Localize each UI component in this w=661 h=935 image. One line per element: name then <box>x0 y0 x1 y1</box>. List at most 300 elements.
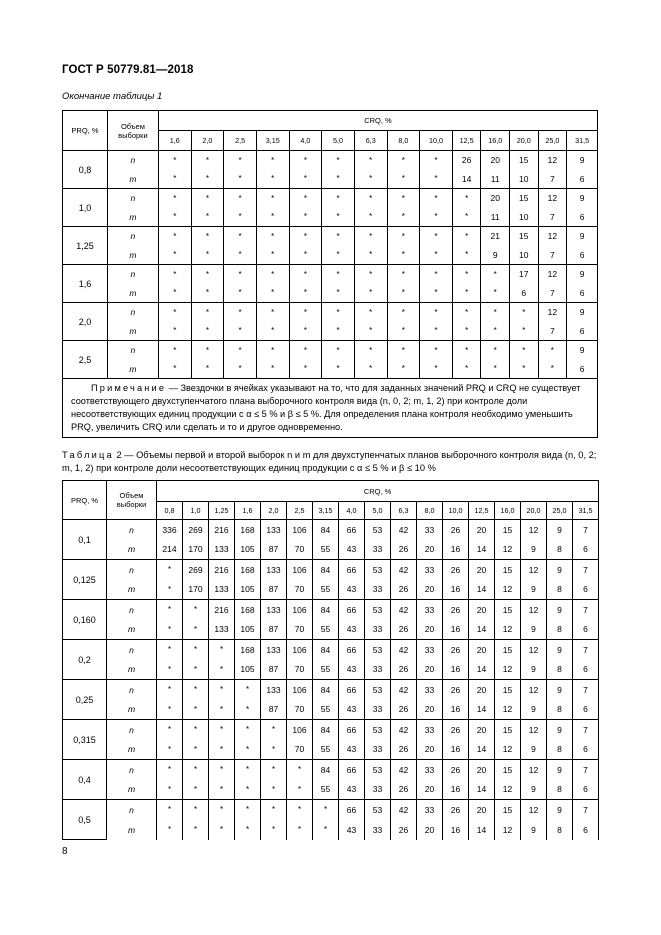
cell-m: 7 <box>538 284 567 303</box>
table1-note <box>63 379 598 438</box>
table-row <box>63 740 599 760</box>
sample-label-n: n <box>107 265 158 284</box>
cell-n: 168 <box>235 600 261 620</box>
cell-n: 20 <box>469 520 495 540</box>
cell-m: 33 <box>365 580 391 600</box>
cell-n: 66 <box>339 680 365 700</box>
cell-n: 12 <box>521 680 547 700</box>
cell-m: * <box>420 284 453 303</box>
cell-m: 87 <box>261 620 287 640</box>
cell-m: 133 <box>209 540 235 560</box>
sample-label-m: m <box>107 660 157 680</box>
cell-m: * <box>289 170 322 189</box>
cell-m: 105 <box>235 620 261 640</box>
cell-m: 20 <box>417 540 443 560</box>
cell-m: 20 <box>417 780 443 800</box>
cell-m: 20 <box>417 700 443 720</box>
cell-m: 9 <box>521 740 547 760</box>
cell-m: 70 <box>287 620 313 640</box>
cell-n: 9 <box>567 227 598 246</box>
cell-n: 15 <box>510 227 539 246</box>
cell-m: 105 <box>235 580 261 600</box>
cell-n: 33 <box>417 720 443 740</box>
cell-m: 105 <box>235 540 261 560</box>
cell-m: * <box>183 820 209 840</box>
cell-n: 26 <box>443 600 469 620</box>
cell-m: * <box>256 284 289 303</box>
crq-column-header: 4,0 <box>289 131 322 151</box>
table-row <box>63 660 599 680</box>
cell-n: 15 <box>495 560 521 580</box>
cell-m: * <box>452 284 481 303</box>
cell-n: * <box>209 760 235 780</box>
cell-n: 133 <box>261 520 287 540</box>
cell-m: * <box>158 208 191 227</box>
cell-n: * <box>191 303 224 322</box>
cell-n: 106 <box>287 560 313 580</box>
cell-n: * <box>191 265 224 284</box>
cell-n: 84 <box>313 720 339 740</box>
cell-n: 336 <box>157 520 183 540</box>
cell-n: 84 <box>313 680 339 700</box>
table-row <box>63 620 599 640</box>
cell-n: 26 <box>452 151 481 170</box>
cell-m: * <box>420 322 453 341</box>
cell-n: * <box>183 760 209 780</box>
cell-n: 12 <box>538 227 567 246</box>
cell-n: 9 <box>547 720 573 740</box>
cell-n: 12 <box>521 600 547 620</box>
cell-m: * <box>481 284 510 303</box>
cell-n: 9 <box>567 189 598 208</box>
crq-column-header: 2,5 <box>287 502 313 520</box>
cell-m: * <box>481 360 510 379</box>
cell-m: * <box>481 322 510 341</box>
cell-m: 12 <box>495 660 521 680</box>
cell-n: 17 <box>510 265 539 284</box>
table2-header-sample-size: Объем выборки <box>107 481 157 520</box>
cell-n: 66 <box>339 600 365 620</box>
cell-n: 20 <box>469 800 495 820</box>
cell-m: 12 <box>495 540 521 560</box>
table-row <box>63 303 598 322</box>
cell-n: * <box>183 720 209 740</box>
cell-n: * <box>157 720 183 740</box>
cell-m: 133 <box>209 580 235 600</box>
cell-m: 7 <box>538 208 567 227</box>
cell-n: 66 <box>339 800 365 820</box>
cell-m: * <box>452 360 481 379</box>
cell-m: 6 <box>573 820 599 840</box>
cell-n: * <box>420 151 453 170</box>
cell-n: 66 <box>339 520 365 540</box>
crq-column-header: 16,0 <box>495 502 521 520</box>
cell-n: * <box>313 800 339 820</box>
sample-label-n: n <box>107 720 157 740</box>
cell-n: * <box>183 680 209 700</box>
cell-n: * <box>387 227 420 246</box>
cell-n: 9 <box>547 760 573 780</box>
cell-n: * <box>224 151 257 170</box>
cell-n: * <box>452 227 481 246</box>
table-row <box>63 322 598 341</box>
cell-n: 9 <box>547 680 573 700</box>
cell-m: 43 <box>339 620 365 640</box>
cell-n: 133 <box>261 680 287 700</box>
cell-m: * <box>235 740 261 760</box>
cell-m: * <box>261 820 287 840</box>
cell-m: * <box>256 208 289 227</box>
cell-n: * <box>387 189 420 208</box>
crq-column-header: 20,0 <box>510 131 539 151</box>
cell-m: * <box>157 700 183 720</box>
cell-m: * <box>354 360 387 379</box>
cell-n: 84 <box>313 640 339 660</box>
table-row <box>63 520 599 540</box>
crq-column-header: 8,0 <box>417 502 443 520</box>
cell-m: 9 <box>521 820 547 840</box>
cell-n: * <box>289 227 322 246</box>
table1 <box>62 110 598 438</box>
cell-m: 16 <box>443 620 469 640</box>
cell-m: 6 <box>567 284 598 303</box>
sample-label-m: m <box>107 820 157 840</box>
cell-n: 84 <box>313 520 339 540</box>
cell-n: * <box>158 227 191 246</box>
cell-n: * <box>481 341 510 360</box>
cell-n: * <box>157 760 183 780</box>
cell-m: 26 <box>391 580 417 600</box>
cell-m: 6 <box>573 740 599 760</box>
cell-m: 70 <box>287 540 313 560</box>
cell-n: 33 <box>417 520 443 540</box>
prq-value: 0,2 <box>63 640 107 680</box>
cell-m: 16 <box>443 660 469 680</box>
cell-m: 43 <box>339 580 365 600</box>
cell-n: 53 <box>365 720 391 740</box>
table-row <box>63 680 599 700</box>
cell-n: 53 <box>365 760 391 780</box>
prq-value: 1,0 <box>63 189 108 227</box>
cell-m: 14 <box>469 540 495 560</box>
cell-m: * <box>322 322 355 341</box>
table-row <box>63 227 598 246</box>
cell-n: * <box>420 341 453 360</box>
cell-m: * <box>157 580 183 600</box>
cell-m: 14 <box>469 780 495 800</box>
cell-n: * <box>289 341 322 360</box>
crq-column-header: 31,5 <box>567 131 598 151</box>
cell-m: * <box>322 208 355 227</box>
prq-value: 1,6 <box>63 265 108 303</box>
cell-m: 43 <box>339 700 365 720</box>
cell-n: 15 <box>495 800 521 820</box>
cell-n: 12 <box>538 265 567 284</box>
cell-n: 15 <box>510 151 539 170</box>
prq-value: 0,125 <box>63 560 107 600</box>
cell-n: 53 <box>365 800 391 820</box>
cell-m: * <box>538 360 567 379</box>
cell-n: * <box>289 151 322 170</box>
sample-label-m: m <box>107 360 158 379</box>
cell-n: * <box>209 800 235 820</box>
cell-m: 133 <box>209 620 235 640</box>
cell-m: * <box>183 780 209 800</box>
cell-m: 12 <box>495 620 521 640</box>
cell-m: * <box>322 284 355 303</box>
cell-m: 70 <box>287 660 313 680</box>
cell-m: * <box>158 170 191 189</box>
cell-m: 16 <box>443 820 469 840</box>
table-row <box>63 560 599 580</box>
cell-m: * <box>354 246 387 265</box>
cell-m: * <box>510 322 539 341</box>
cell-m: * <box>158 246 191 265</box>
cell-m: 16 <box>443 580 469 600</box>
cell-m: * <box>209 700 235 720</box>
sample-label-m: m <box>107 620 157 640</box>
cell-m: 8 <box>547 700 573 720</box>
cell-n: * <box>235 680 261 700</box>
cell-n: * <box>289 189 322 208</box>
cell-m: * <box>191 246 224 265</box>
cell-n: 66 <box>339 640 365 660</box>
sample-label-m: m <box>107 246 158 265</box>
cell-n: * <box>209 680 235 700</box>
cell-n: * <box>354 189 387 208</box>
cell-n: 53 <box>365 680 391 700</box>
cell-m: 33 <box>365 540 391 560</box>
cell-m: * <box>256 246 289 265</box>
cell-n: 9 <box>547 600 573 620</box>
cell-n: * <box>191 151 224 170</box>
cell-n: 42 <box>391 560 417 580</box>
cell-n: * <box>191 189 224 208</box>
cell-m: 10 <box>510 246 539 265</box>
cell-m: 12 <box>495 580 521 600</box>
cell-n: 84 <box>313 600 339 620</box>
cell-m: 70 <box>287 700 313 720</box>
cell-n: * <box>158 265 191 284</box>
cell-m: * <box>191 360 224 379</box>
cell-n: * <box>322 303 355 322</box>
cell-m: 6 <box>573 780 599 800</box>
cell-n: * <box>157 800 183 820</box>
cell-m: * <box>420 360 453 379</box>
cell-m: 33 <box>365 780 391 800</box>
cell-n: 20 <box>469 600 495 620</box>
cell-n: 15 <box>495 680 521 700</box>
cell-n: * <box>387 303 420 322</box>
cell-m: * <box>387 360 420 379</box>
cell-n: * <box>209 640 235 660</box>
cell-n: 106 <box>287 520 313 540</box>
cell-m: 214 <box>157 540 183 560</box>
cell-m: * <box>289 360 322 379</box>
cell-m: 87 <box>261 660 287 680</box>
sample-label-n: n <box>107 303 158 322</box>
cell-n: * <box>481 265 510 284</box>
cell-n: * <box>256 341 289 360</box>
cell-n: * <box>157 600 183 620</box>
cell-n: 9 <box>567 265 598 284</box>
crq-column-header: 12,5 <box>452 131 481 151</box>
cell-m: 6 <box>510 284 539 303</box>
cell-m: 33 <box>365 740 391 760</box>
cell-m: 6 <box>573 540 599 560</box>
cell-n: 106 <box>287 640 313 660</box>
cell-m: 6 <box>573 700 599 720</box>
table-row <box>63 820 599 840</box>
cell-n: * <box>183 600 209 620</box>
prq-value: 0,1 <box>63 520 107 560</box>
sample-label-n: n <box>107 640 157 660</box>
crq-column-header: 1,25 <box>209 502 235 520</box>
crq-column-header: 1,6 <box>235 502 261 520</box>
cell-n: * <box>420 189 453 208</box>
cell-m: 10 <box>510 208 539 227</box>
cell-n: * <box>354 265 387 284</box>
cell-n: 12 <box>521 560 547 580</box>
cell-m: 7 <box>538 246 567 265</box>
cell-n: 66 <box>339 760 365 780</box>
cell-n: * <box>420 303 453 322</box>
crq-column-header: 5,0 <box>322 131 355 151</box>
cell-m: * <box>209 820 235 840</box>
cell-m: * <box>183 660 209 680</box>
crq-column-header: 31,5 <box>573 502 599 520</box>
cell-m: * <box>387 284 420 303</box>
cell-n: 106 <box>287 720 313 740</box>
cell-n: * <box>354 227 387 246</box>
cell-n: 216 <box>209 520 235 540</box>
cell-m: 9 <box>521 660 547 680</box>
cell-m: * <box>510 360 539 379</box>
cell-m: * <box>261 740 287 760</box>
cell-m: 16 <box>443 540 469 560</box>
cell-n: * <box>452 189 481 208</box>
cell-n: 12 <box>538 189 567 208</box>
sample-label-m: m <box>107 740 157 760</box>
cell-n: * <box>322 265 355 284</box>
cell-n: 20 <box>469 720 495 740</box>
cell-m: 26 <box>391 740 417 760</box>
cell-n: 26 <box>443 520 469 540</box>
cell-m: * <box>158 360 191 379</box>
cell-n: 12 <box>521 800 547 820</box>
cell-n: * <box>538 341 567 360</box>
cell-n: 53 <box>365 560 391 580</box>
cell-m: 11 <box>481 170 510 189</box>
crq-column-header: 1,0 <box>183 502 209 520</box>
cell-n: 26 <box>443 640 469 660</box>
table-row <box>63 170 598 189</box>
cell-n: 42 <box>391 600 417 620</box>
cell-m: 33 <box>365 700 391 720</box>
cell-n: 9 <box>567 151 598 170</box>
cell-m: 55 <box>313 540 339 560</box>
table-row <box>63 284 598 303</box>
cell-m: 43 <box>339 540 365 560</box>
table-row <box>63 700 599 720</box>
cell-m: 6 <box>573 580 599 600</box>
cell-m: 14 <box>469 580 495 600</box>
cell-m: 8 <box>547 580 573 600</box>
table2-caption-label: Таблица <box>62 450 114 460</box>
cell-m: 43 <box>339 660 365 680</box>
cell-n: 42 <box>391 680 417 700</box>
cell-m: 70 <box>287 740 313 760</box>
cell-m: 12 <box>495 740 521 760</box>
cell-n: * <box>209 720 235 740</box>
cell-m: 26 <box>391 700 417 720</box>
crq-column-header: 8,0 <box>387 131 420 151</box>
sample-label-n: n <box>107 680 157 700</box>
prq-value: 0,8 <box>63 151 108 189</box>
table-row <box>63 360 598 379</box>
cell-m: 9 <box>521 540 547 560</box>
cell-n: * <box>452 303 481 322</box>
cell-m: 170 <box>183 540 209 560</box>
cell-n: 15 <box>495 760 521 780</box>
cell-m: 20 <box>417 820 443 840</box>
cell-m: * <box>191 284 224 303</box>
cell-n: * <box>157 640 183 660</box>
cell-n: * <box>354 151 387 170</box>
cell-m: 33 <box>365 820 391 840</box>
cell-m: * <box>157 820 183 840</box>
cell-n: * <box>256 151 289 170</box>
table2-caption <box>62 449 602 474</box>
cell-n: 168 <box>235 560 261 580</box>
cell-m: * <box>289 246 322 265</box>
cell-m: 20 <box>417 620 443 640</box>
cell-n: * <box>481 303 510 322</box>
cell-n: * <box>224 303 257 322</box>
cell-n: * <box>158 151 191 170</box>
cell-n: 7 <box>573 520 599 540</box>
cell-n: * <box>420 227 453 246</box>
cell-n: 168 <box>235 520 261 540</box>
cell-m: * <box>224 246 257 265</box>
cell-m: * <box>354 170 387 189</box>
table-row <box>63 800 599 820</box>
cell-n: 20 <box>469 760 495 780</box>
cell-m: * <box>420 246 453 265</box>
cell-m: 6 <box>567 360 598 379</box>
cell-n: 84 <box>313 760 339 780</box>
document-header: ГОСТ Р 50779.81—2018 <box>62 64 194 76</box>
cell-m: * <box>354 208 387 227</box>
cell-n: 7 <box>573 600 599 620</box>
cell-n: * <box>158 303 191 322</box>
cell-m: 8 <box>547 740 573 760</box>
sample-label-n: n <box>107 189 158 208</box>
sample-label-m: m <box>107 208 158 227</box>
cell-m: * <box>256 322 289 341</box>
sample-label-m: m <box>107 780 157 800</box>
cell-n: 269 <box>183 560 209 580</box>
cell-n: 33 <box>417 760 443 780</box>
cell-m: * <box>387 208 420 227</box>
table-row <box>63 265 598 284</box>
crq-column-header: 3,15 <box>256 131 289 151</box>
cell-m: 33 <box>365 660 391 680</box>
table1-header-sample-size: Объем выборки <box>107 111 158 151</box>
cell-m: 87 <box>261 580 287 600</box>
cell-n: 21 <box>481 227 510 246</box>
crq-column-header: 2,0 <box>191 131 224 151</box>
